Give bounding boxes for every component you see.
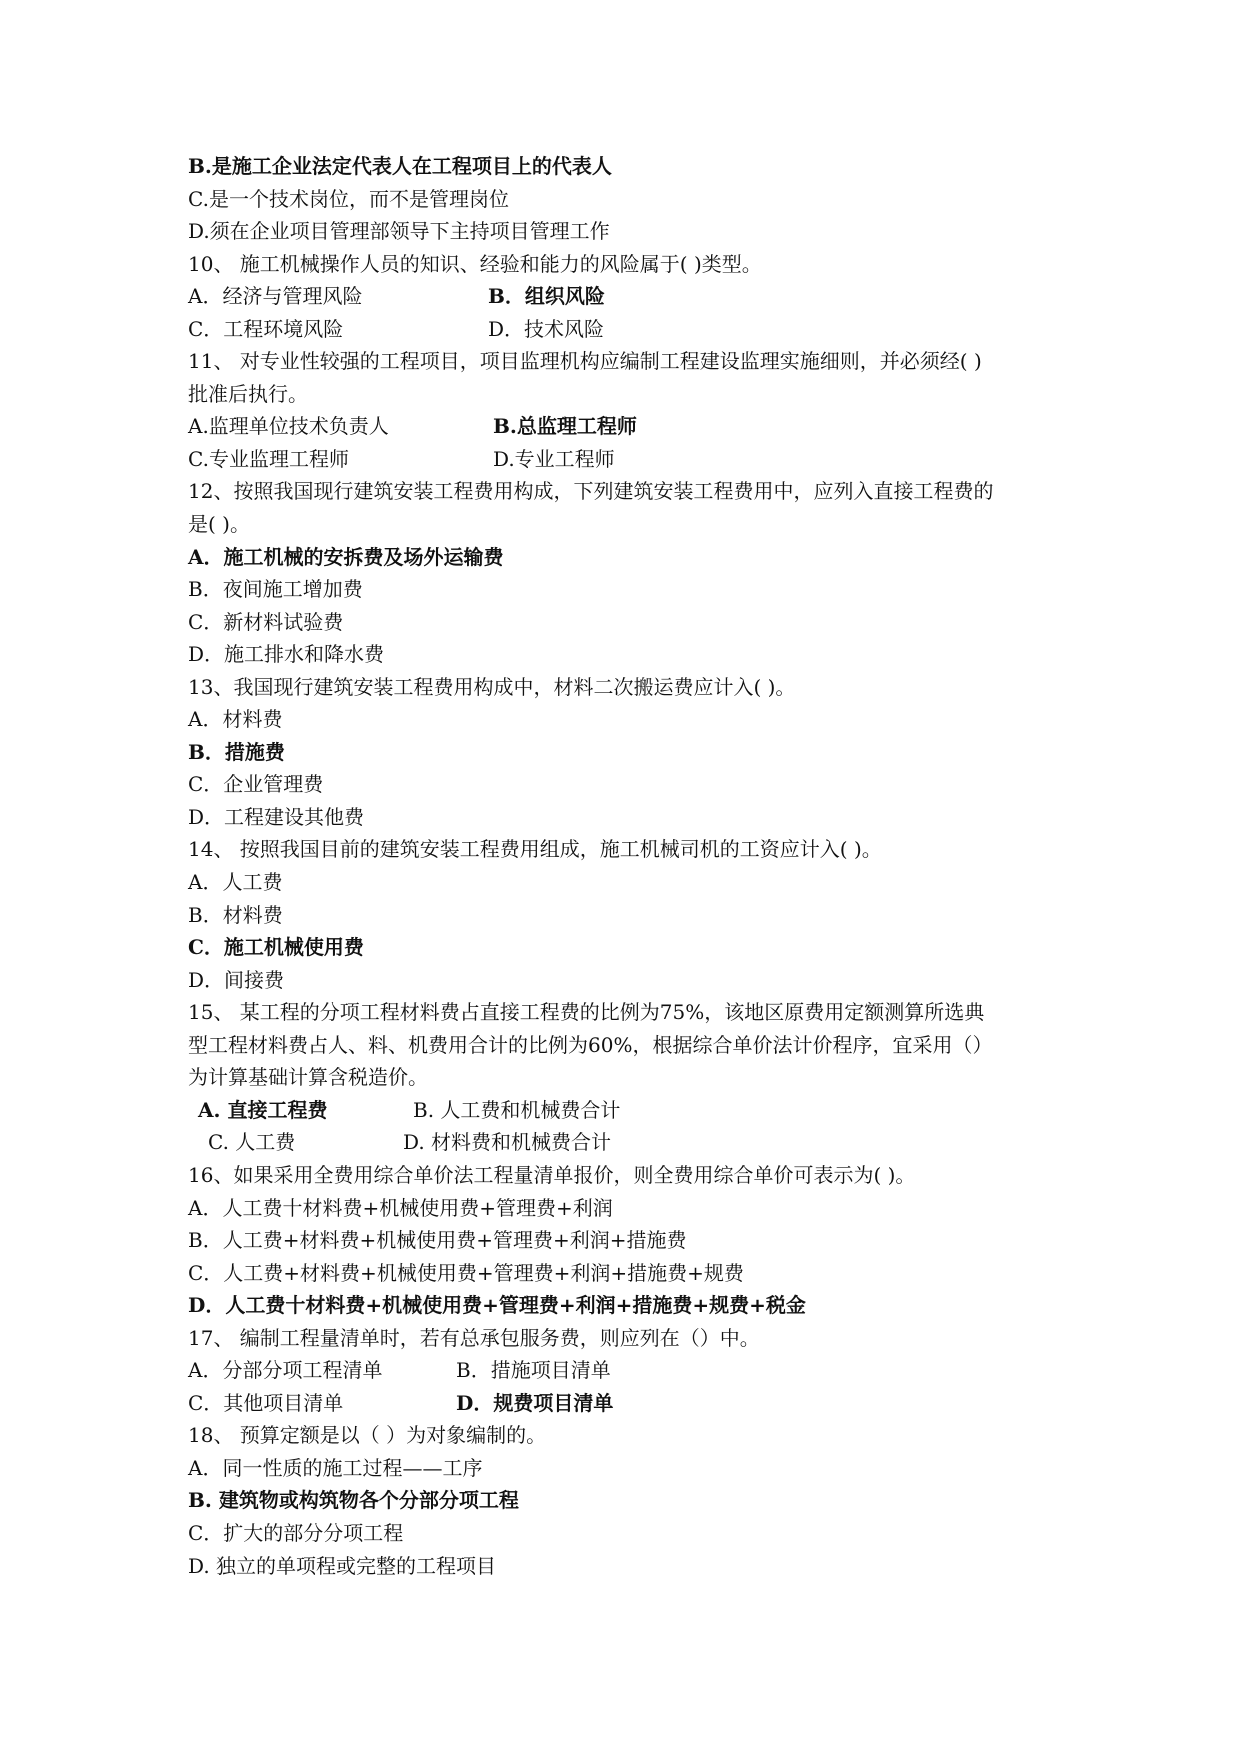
text-line: B．措施费 xyxy=(188,739,285,764)
option-text: D.专业工程师 xyxy=(493,446,615,471)
text-line: 15、 某工程的分项工程材料费占直接工程费的比例为75%，该地区原费用定额测算所选典 xyxy=(188,1000,985,1025)
text-line: B．夜间施工增加费 xyxy=(188,577,363,602)
option-row xyxy=(188,1094,1068,1127)
text-line: A．材料费 xyxy=(188,707,283,732)
text-line: 18、 预算定额是以（ ）为对象编制的。 xyxy=(188,1423,547,1448)
option-text: B.总监理工程师 xyxy=(493,414,637,439)
option-row xyxy=(188,1387,1068,1420)
text-line: 批准后执行。 xyxy=(188,381,308,406)
option-text: A．分部分项工程清单 xyxy=(188,1358,383,1383)
text-line: 17、 编制工程量清单时，若有总承包服务费，则应列在（）中。 xyxy=(188,1325,760,1350)
text-line: D．施工排水和降水费 xyxy=(188,642,385,667)
option-row xyxy=(188,313,1068,346)
text-line: D．间接费 xyxy=(188,967,285,992)
text-line: B．材料费 xyxy=(188,902,283,927)
text-line: C.是一个技术岗位，而不是管理岗位 xyxy=(188,186,509,211)
text-line: 是( )。 xyxy=(188,512,250,537)
option-row xyxy=(188,443,1068,476)
text-line: 为计算基础计算含税造价。 xyxy=(188,1065,428,1090)
option-text: D．技术风险 xyxy=(488,316,605,341)
option-text: B．措施项目清单 xyxy=(456,1358,611,1383)
text-line: D.须在企业项目管理部领导下主持项目管理工作 xyxy=(188,219,610,244)
option-text: A.监理单位技术负责人 xyxy=(188,414,389,439)
text-line: 型工程材料费占人、料、机费用合计的比例为60%，根据综合单价法计价程序，宜采用（） xyxy=(188,1032,993,1057)
text-line: A．施工机械的安拆费及场外运输费 xyxy=(188,544,504,569)
text-line: B. 建筑物或构筑物各个分部分项工程 xyxy=(188,1488,519,1513)
text-line: 10、 施工机械操作人员的知识、经验和能力的风险属于( )类型。 xyxy=(188,251,762,276)
option-text: C．工程环境风险 xyxy=(188,316,344,341)
text-line: 14、 按照我国目前的建筑安装工程费用组成，施工机械司机的工资应计入( )。 xyxy=(188,837,882,862)
text-line: 11、 对专业性较强的工程项目，项目监理机构应编制工程建设监理实施细则，并必须经( ) xyxy=(188,349,982,374)
option-text: C.专业监理工程师 xyxy=(188,446,349,471)
text-line: D. 独立的单项程或完整的工程项目 xyxy=(188,1553,497,1578)
text-line: 12、按照我国现行建筑安装工程费用构成，下列建筑安装工程费用中，应列入直接工程费的 xyxy=(188,479,994,504)
text-line: A．人工费 xyxy=(188,870,283,895)
option-row xyxy=(188,1354,1068,1387)
option-text: A. 直接工程费 xyxy=(198,1097,328,1122)
text-line: C．新材料试验费 xyxy=(188,609,344,634)
option-text: A．经济与管理风险 xyxy=(188,284,363,309)
option-text: B．组织风险 xyxy=(488,284,605,309)
option-text: C. 人工费 xyxy=(208,1130,296,1155)
text-line: A．同一性质的施工过程——工序 xyxy=(188,1455,483,1480)
text-line: 16、如果采用全费用综合单价法工程量清单报价，则全费用综合单价可表示为( )。 xyxy=(188,1162,916,1187)
text-line: A．人工费十材料费+机械使用费+管理费+利润 xyxy=(188,1195,613,1220)
text-line: D．工程建设其他费 xyxy=(188,804,365,829)
text-line: D．人工费十材料费+机械使用费+管理费+利润+措施费+规费+税金 xyxy=(188,1293,806,1318)
option-text: B. 人工费和机械费合计 xyxy=(413,1097,621,1122)
option-row xyxy=(188,410,1068,443)
option-text: D. 材料费和机械费合计 xyxy=(403,1130,612,1155)
text-line: C．施工机械使用费 xyxy=(188,935,364,960)
text-line: B.是施工企业法定代表人在工程项目上的代表人 xyxy=(188,154,612,178)
text-line: B．人工费+材料费+机械使用费+管理费+利润+措施费 xyxy=(188,1228,687,1253)
text-line: C．扩大的部分分项工程 xyxy=(188,1520,404,1545)
option-text: D．规费项目清单 xyxy=(456,1390,614,1415)
document-page xyxy=(188,150,1068,1582)
text-line: 13、我国现行建筑安装工程费用构成中，材料二次搬运费应计入( )。 xyxy=(188,674,796,699)
option-text: C．其他项目清单 xyxy=(188,1390,344,1415)
option-row xyxy=(188,280,1068,313)
text-line: C．企业管理费 xyxy=(188,772,324,797)
text-line: C．人工费+材料费+机械使用费+管理费+利润+措施费+规费 xyxy=(188,1260,744,1285)
option-row xyxy=(188,1126,1068,1159)
